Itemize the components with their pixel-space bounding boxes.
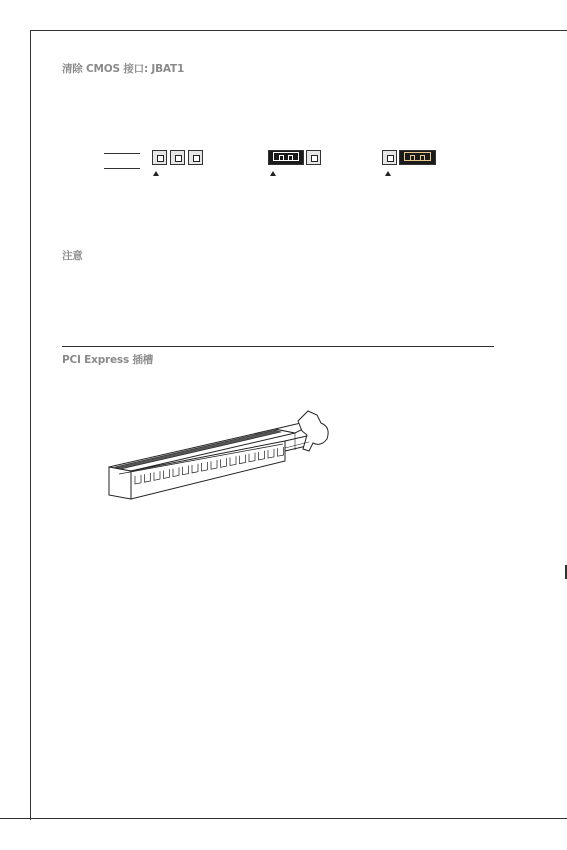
pin1-marker-icon bbox=[385, 171, 391, 176]
pci-express-slot-icon bbox=[95, 405, 340, 515]
jumper-clear-icon bbox=[382, 150, 436, 167]
page-frame-bottom bbox=[0, 818, 567, 819]
page-frame-top bbox=[30, 30, 567, 31]
clear-cmos-heading: 清除 CMOS 接口: JBAT1 bbox=[62, 63, 185, 75]
section-divider bbox=[62, 346, 494, 347]
note-heading: 注意 bbox=[62, 250, 83, 262]
pin1-marker-icon bbox=[153, 171, 159, 176]
jumper-open-icon bbox=[152, 150, 206, 167]
page-frame-left bbox=[30, 30, 31, 820]
pin1-marker-icon bbox=[270, 171, 276, 176]
pci-express-heading: PCI Express 插槽 bbox=[62, 354, 154, 366]
jumper-keep-icon bbox=[268, 150, 322, 167]
